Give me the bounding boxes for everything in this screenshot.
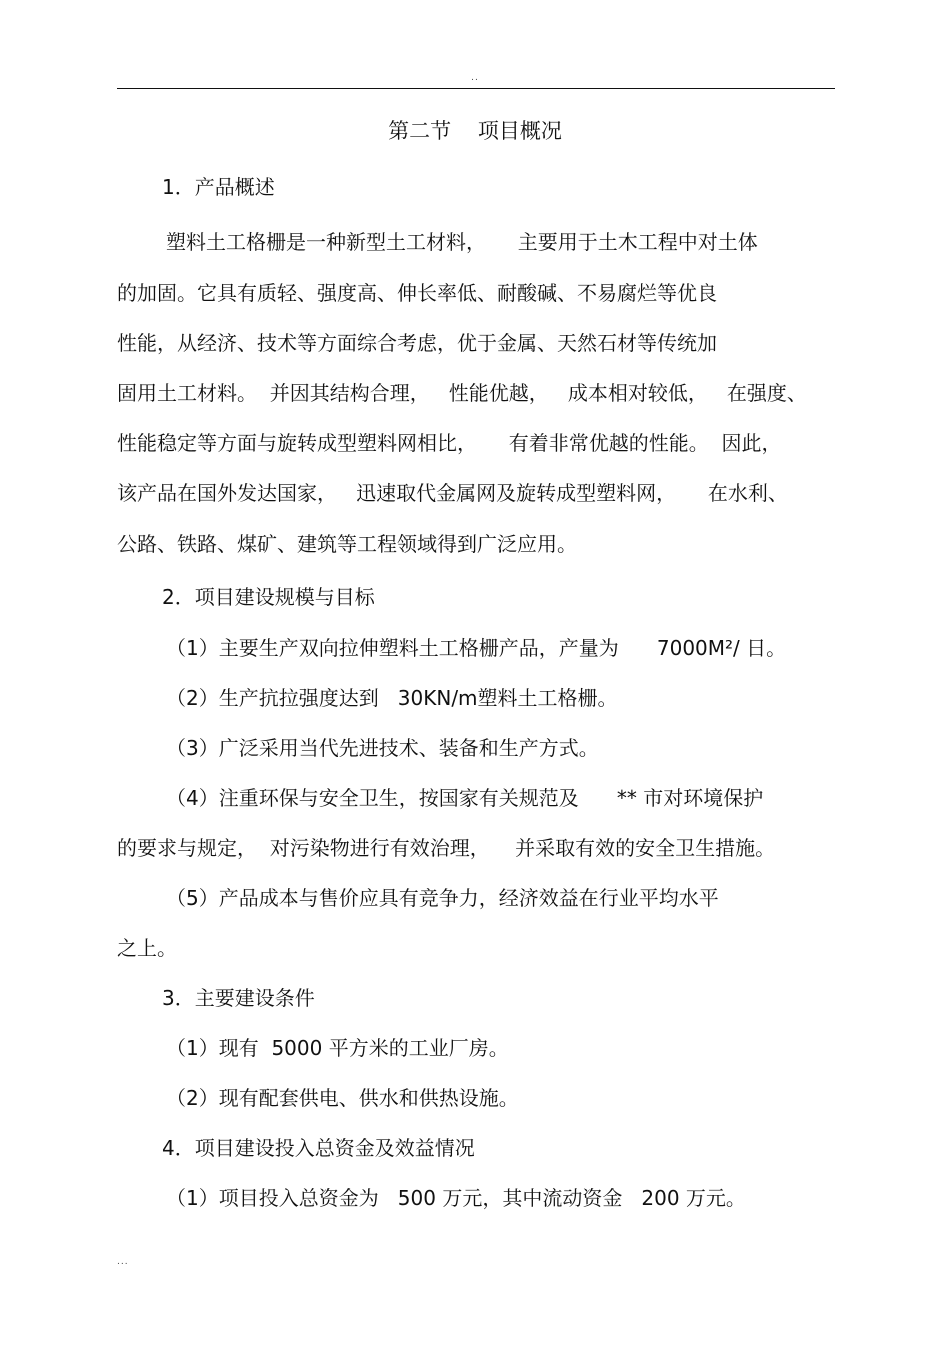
section-2-line: （3）广泛采用当代先进技术、装备和生产方式。 — [166, 736, 599, 760]
section-2-heading: 2．项目建设规模与目标 — [162, 585, 375, 609]
section-3-line: （1）现有 5000 平方米的工业厂房。 — [166, 1036, 509, 1060]
section-1-line: 该产品在国外发达国家， 迅速取代金属网及旋转成型塑料网， 在水利、 — [117, 481, 788, 505]
page-title: 第二节 项目概况 — [388, 119, 562, 143]
section-1-heading: 1．产品概述 — [162, 175, 275, 199]
section-1-line: 性能，从经济、技术等方面综合考虑，优于金属、天然石材等传统加 — [117, 331, 717, 355]
section-2-line: 之上。 — [117, 936, 177, 960]
section-2-line: （2）生产抗拉强度达到 30KN/m塑料土工格栅。 — [166, 686, 618, 710]
section-3-heading: 3．主要建设条件 — [162, 986, 315, 1010]
section-2-line: （5）产品成本与售价应具有竞争力，经济效益在行业平均水平 — [166, 886, 719, 910]
section-2-line: （4）注重环保与安全卫生，按国家有关规范及 ** 市对环境保护 — [166, 786, 764, 810]
section-1-line: 固用土工材料。 并因其结构合理， 性能优越， 成本相对较低， 在强度、 — [117, 381, 807, 405]
section-1-line: 塑料土工格栅是一种新型土工材料， 主要用于土木工程中对土体 — [166, 230, 758, 254]
header-mark: .. — [471, 73, 479, 83]
section-4-line: （1）项目投入总资金为 500 万元，其中流动资金 200 万元。 — [166, 1186, 746, 1210]
section-2-line: （1）主要生产双向拉伸塑料土工格栅产品，产量为 7000M²/ 日。 — [166, 636, 787, 660]
section-2-line: 的要求与规定， 对污染物进行有效治理， 并采取有效的安全卫生措施。 — [117, 836, 776, 860]
section-4-heading: 4．项目建设投入总资金及效益情况 — [162, 1136, 475, 1160]
section-1-line: 性能稳定等方面与旋转成型塑料网相比， 有着非常优越的性能。 因此， — [117, 431, 782, 455]
section-1-line: 的加固。它具有质轻、强度高、伸长率低、耐酸碱、不易腐烂等优良 — [117, 281, 717, 305]
footer-mark: ... — [117, 1257, 129, 1267]
section-1-line: 公路、铁路、煤矿、建筑等工程领域得到广泛应用。 — [117, 532, 577, 556]
header-rule — [117, 88, 835, 89]
section-3-line: （2）现有配套供电、供水和供热设施。 — [166, 1086, 519, 1110]
